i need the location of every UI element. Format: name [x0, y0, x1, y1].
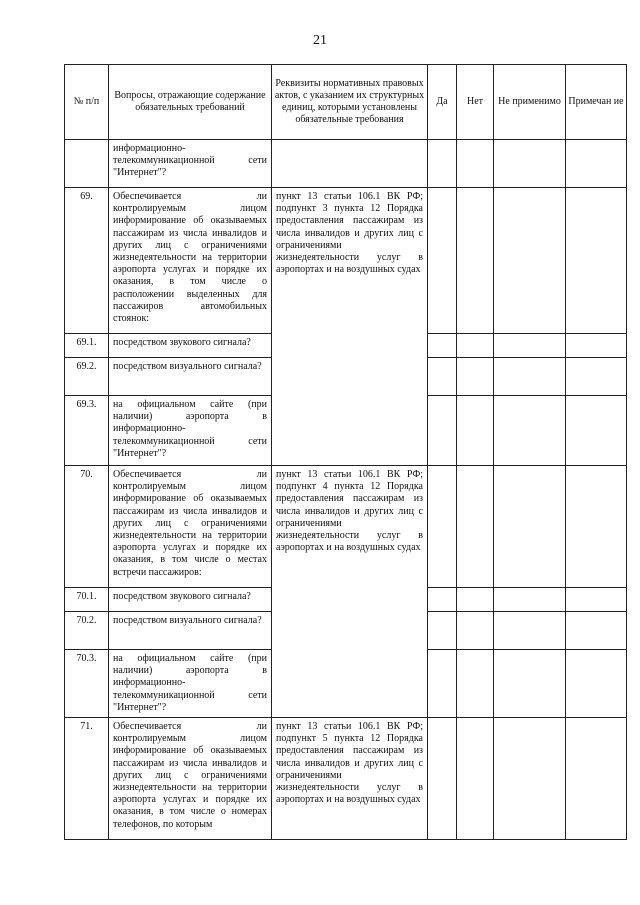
answer-no-cell[interactable]	[457, 466, 494, 588]
header-requisites: Реквизиты нормативных правовых актов, с указанием их структурных единиц, которыми установлены обязательные требования	[272, 65, 428, 140]
answer-yes-cell[interactable]	[428, 612, 457, 650]
answer-na-cell[interactable]	[494, 612, 566, 650]
answer-yes-cell[interactable]	[428, 396, 457, 466]
row-question: посредством визуального сигнала?	[109, 612, 272, 650]
note-cell[interactable]	[566, 140, 627, 188]
note-cell[interactable]	[566, 466, 627, 588]
answer-yes-cell[interactable]	[428, 358, 457, 396]
table-row	[65, 466, 627, 588]
note-cell[interactable]	[566, 396, 627, 466]
header-question: Вопросы, отражающие содержание обязательных требований	[109, 65, 272, 140]
answer-no-cell[interactable]	[457, 140, 494, 188]
row-num	[65, 140, 109, 188]
answer-na-cell[interactable]	[494, 588, 566, 612]
answer-yes-cell[interactable]	[428, 188, 457, 334]
answer-no-cell[interactable]	[457, 334, 494, 358]
row-num: 70.3.	[65, 650, 109, 718]
answer-na-cell[interactable]	[494, 650, 566, 718]
row-num: 71.	[65, 718, 109, 840]
header-note: Примечан ие	[566, 65, 627, 140]
note-cell[interactable]	[566, 588, 627, 612]
row-question: посредством звукового сигнала?	[109, 334, 272, 358]
answer-no-cell[interactable]	[457, 650, 494, 718]
row-question: посредством звукового сигнала?	[109, 588, 272, 612]
answer-no-cell[interactable]	[457, 612, 494, 650]
page-number: 21	[313, 33, 327, 48]
row-requisites	[272, 140, 428, 188]
row-num: 70.1.	[65, 588, 109, 612]
row-requisites: пункт 13 статьи 106.1 ВК РФ; подпункт 4 пункта 12 Порядка предоставления пассажирам из числа инвалидов и других лиц с ограничениями жизнедеятельности услуг в аэропортах и на воздушных судах	[272, 466, 428, 718]
header-num: № п/п	[65, 65, 109, 140]
answer-no-cell[interactable]	[457, 358, 494, 396]
row-question: Обеспечивается ли контролируемым лицом информирование об оказываемых пассажирам из числа инвалидов и других лиц с ограничениями жизнедеятельности на территории аэропорта услугах и порядке их оказания, в том числе о номерах телефонов, по которым	[109, 718, 272, 840]
answer-yes-cell[interactable]	[428, 588, 457, 612]
row-requisites: пункт 13 статьи 106.1 ВК РФ; подпункт 3 пункта 12 Порядка предоставления пассажирам из числа инвалидов и других лиц с ограничениями жизнедеятельности услуг в аэропортах и на воздушных судах	[272, 188, 428, 466]
answer-yes-cell[interactable]	[428, 334, 457, 358]
row-num: 69.2.	[65, 358, 109, 396]
note-cell[interactable]	[566, 188, 627, 334]
answer-na-cell[interactable]	[494, 358, 566, 396]
answer-na-cell[interactable]	[494, 396, 566, 466]
note-cell[interactable]	[566, 650, 627, 718]
row-num: 69.3.	[65, 396, 109, 466]
note-cell[interactable]	[566, 358, 627, 396]
row-question: на официальном сайте (при наличии) аэропорта в информационно-телекоммуникационной сети "Интернет"?	[109, 650, 272, 718]
row-question: Обеспечивается ли контролируемым лицом информирование об оказываемых пассажирам из числа инвалидов и других лиц с ограничениями жизнедеятельности на территории аэропорта услугах и порядке их оказания, в том числе о расположении выделенных для пассажиров автомобильных стоянок:	[109, 188, 272, 334]
answer-yes-cell[interactable]	[428, 466, 457, 588]
answer-no-cell[interactable]	[457, 396, 494, 466]
row-question: посредством визуального сигнала?	[109, 358, 272, 396]
row-question: информационно-телекоммуникационной сети "Интернет"?	[109, 140, 272, 188]
answer-yes-cell[interactable]	[428, 718, 457, 840]
header-no: Нет	[457, 65, 494, 140]
answer-na-cell[interactable]	[494, 718, 566, 840]
answer-na-cell[interactable]	[494, 140, 566, 188]
note-cell[interactable]	[566, 334, 627, 358]
row-question: Обеспечивается ли контролируемым лицом информирование об оказываемых пассажирам из числа инвалидов и других лиц с ограничениями жизнедеятельности на территории аэропорта услугах и порядке их оказания, в том числе о местах встречи пассажиров:	[109, 466, 272, 588]
note-cell[interactable]	[566, 612, 627, 650]
answer-na-cell[interactable]	[494, 466, 566, 588]
continuation-row	[65, 140, 627, 188]
answer-yes-cell[interactable]	[428, 140, 457, 188]
answer-no-cell[interactable]	[457, 188, 494, 334]
row-requisites: пункт 13 статьи 106.1 ВК РФ; подпункт 5 пункта 12 Порядка предоставления пассажирам из числа инвалидов и других лиц с ограничениями жизнедеятельности услуг в аэропортах и на воздушных судах	[272, 718, 428, 840]
answer-na-cell[interactable]	[494, 188, 566, 334]
answer-na-cell[interactable]	[494, 334, 566, 358]
answer-no-cell[interactable]	[457, 588, 494, 612]
checklist-table	[64, 64, 627, 840]
answer-no-cell[interactable]	[457, 718, 494, 840]
note-cell[interactable]	[566, 718, 627, 840]
header-na: Не применимо	[494, 65, 566, 140]
header-row	[65, 65, 627, 140]
row-num: 70.	[65, 466, 109, 588]
row-question: на официальном сайте (при наличии) аэропорта в информационно-телекоммуникационной сети "Интернет"?	[109, 396, 272, 466]
header-yes: Да	[428, 65, 457, 140]
table-row	[65, 718, 627, 840]
row-num: 69.1.	[65, 334, 109, 358]
row-num: 69.	[65, 188, 109, 334]
row-num: 70.2.	[65, 612, 109, 650]
answer-yes-cell[interactable]	[428, 650, 457, 718]
table-row	[65, 188, 627, 334]
